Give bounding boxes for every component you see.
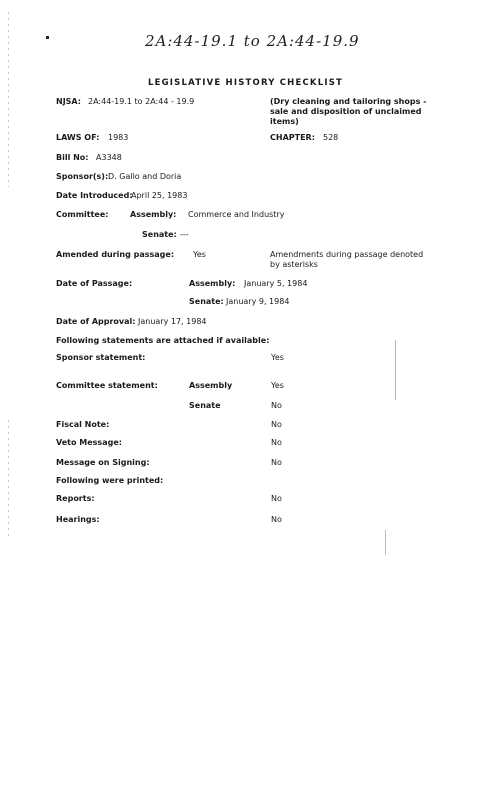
date-introduced-label: Date Introduced:: [56, 191, 133, 200]
njsa-description: (Dry cleaning and tailoring shops - sale and disposition of unclaimed items): [270, 97, 427, 126]
bill-no-value: A3348: [96, 153, 122, 162]
veto-message-value: No: [271, 438, 282, 447]
hearings-value: No: [271, 515, 282, 524]
committee-statement-assembly-value: Yes: [271, 381, 284, 390]
committee-statement-senate-value: No: [271, 401, 282, 410]
reports-value: No: [271, 494, 282, 503]
passage-senate-label: Senate:: [189, 297, 224, 306]
date-of-approval-value: January 17, 1984: [138, 317, 207, 326]
sponsor-statement-value: Yes: [271, 353, 284, 362]
committee-assembly-value: Commerce and Industry: [188, 210, 285, 219]
handwritten-note: 2A:44-19.1 to 2A:44-19.9: [145, 32, 360, 50]
chapter-value: 528: [323, 133, 339, 142]
amended-value: Yes: [193, 250, 206, 259]
printed-heading: Following were printed:: [56, 476, 164, 485]
committee-senate-value: ---: [180, 230, 189, 239]
statements-heading: Following statements are attached if available:: [56, 336, 270, 345]
committee-statement-assembly-label: Assembly: [189, 381, 233, 390]
reports-label: Reports:: [56, 494, 95, 503]
sponsor-statement-label: Sponsor statement:: [56, 353, 146, 362]
veto-message-label: Veto Message:: [56, 438, 122, 447]
message-on-signing-label: Message on Signing:: [56, 458, 150, 467]
date-introduced-value: April 25, 1983: [131, 191, 188, 200]
passage-assembly-value: January 5, 1984: [244, 279, 308, 288]
scan-speck: [395, 340, 396, 400]
committee-statement-senate-label: Senate: [189, 401, 221, 410]
sponsors-label: Sponsor(s):: [56, 172, 109, 181]
page-title: LEGISLATIVE HISTORY CHECKLIST: [148, 78, 344, 88]
hearings-label: Hearings:: [56, 515, 100, 524]
committee-assembly-label: Assembly:: [130, 210, 177, 219]
scan-speck: [385, 530, 386, 555]
scan-edge-artifact: [8, 12, 9, 187]
date-of-approval-label: Date of Approval:: [56, 317, 136, 326]
date-of-passage-label: Date of Passage:: [56, 279, 133, 288]
amended-label: Amended during passage:: [56, 250, 175, 259]
amended-note: Amendments during passage denoted by asterisks: [270, 250, 424, 269]
message-on-signing-value: No: [271, 458, 282, 467]
committee-senate-label: Senate:: [142, 230, 177, 239]
scan-speck: [46, 36, 49, 39]
passage-senate-value: January 9, 1984: [226, 297, 290, 306]
fiscal-note-value: No: [271, 420, 282, 429]
bill-no-label: Bill No:: [56, 153, 89, 162]
laws-of-value: 1983: [108, 133, 129, 142]
chapter-label: CHAPTER:: [270, 133, 315, 142]
sponsors-value: D. Gallo and Doria: [108, 172, 182, 181]
njsa-label: NJSA:: [56, 97, 81, 106]
scan-edge-artifact: [8, 420, 9, 540]
passage-assembly-label: Assembly:: [189, 279, 236, 288]
laws-of-label: LAWS OF:: [56, 133, 100, 142]
committee-statement-label: Committee statement:: [56, 381, 158, 390]
committee-label: Committee:: [56, 210, 109, 219]
fiscal-note-label: Fiscal Note:: [56, 420, 110, 429]
njsa-value: 2A:44-19.1 to 2A:44 - 19.9: [88, 97, 195, 106]
